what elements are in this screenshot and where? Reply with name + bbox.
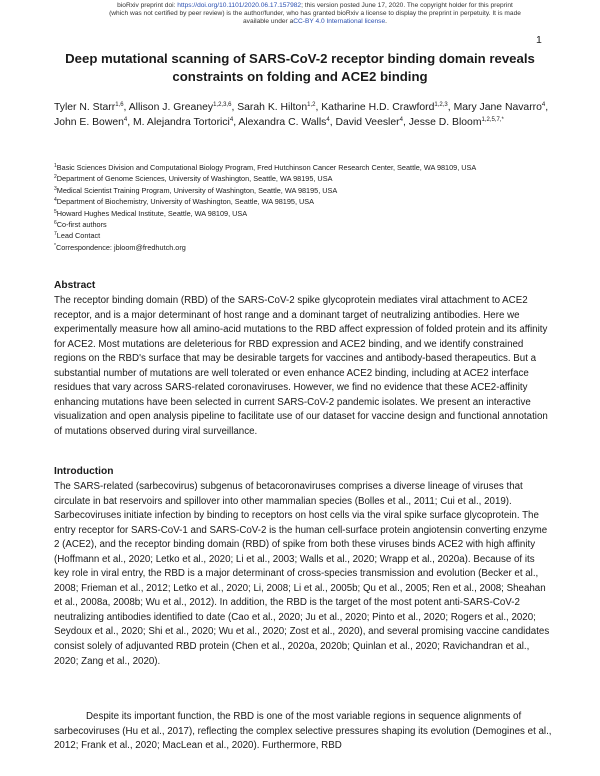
affiliation-list [54, 162, 554, 253]
paper-title: Deep mutational scanning of SARS-CoV-2 receptor binding domain reveals constraints on folding and ACE2 binding [65, 51, 535, 84]
affiliation-marker: 5 [54, 208, 57, 215]
author-affiliation-marker: 1,2,3,6 [213, 102, 232, 108]
affiliation-item [54, 173, 554, 184]
introduction-heading: Introduction [54, 466, 114, 477]
author-name: Jesse D. Bloom [408, 117, 482, 128]
doi-link[interactable]: https://doi.org/10.1101/2020.06.17.157982 [177, 2, 302, 9]
author [237, 102, 315, 113]
affiliation-text: Howard Hughes Medical Institute, Seattle, WA 98109, USA [56, 208, 248, 218]
affiliation-item [54, 219, 554, 230]
author [409, 117, 504, 128]
author-name: John E. Bowen [54, 117, 124, 128]
introduction-paragraph-1: The SARS-related (sarbecovirus) subgenus of betacoronaviruses comprises a diverse lineage of viruses that circulate in bat reservoirs and spillover into other mammalian species (Bolles et al., 2011; Cui et al., 2019). Sarbecoviruses initiate infection by binding to receptors on host cells via the viral spike surface glycoprotein. The entry receptor for SARS-CoV-1 and SARS-CoV-2 is the human cell-surface protein angiotensin converting enzyme 2 (ACE2), and the receptor binding domain (RBD) of spike from both these viruses binds ACE2 with high affinity (Hoffmann et al., 2020; Letko et al., 2020; Li et al., 2003; Walls et al., 2020; Wrapp et al., 2020a). Because of its key role in viral entry, the RBD is a major determinant of cross-species transmission and evolution (Becker et al., 2008; Frieman et al., 2012; Letko et al., 2020; Li, 2008; Li et al., 2005b; Qu et al., 2005; Ren et al., 2008; Sheahan et al., 2008a, 2008b; Wu et al., 2012). In addition, the RBD is the target of the most potent anti-SARS-CoV-2 neutralizing antibodies identified to date (Cao et al., 2020; Ju et al., 2020; Pinto et al., 2020; Rogers et al., 2020; Seydoux et al., 2020; Shi et al., 2020; Wu et al., 2020; Zost et al., 2020), and several promising vaccine candidates consist solely of adjuvanted RBD protein (Chen et al., 2020a, 2020b; Quinlan et al., 2020; Ravichandran et al., 2020; Zang et al., 2020). [54, 481, 550, 667]
affiliation-item [54, 196, 554, 207]
author [336, 117, 403, 128]
author-affiliation-marker: 4 [399, 117, 403, 123]
affiliation-item [54, 230, 554, 241]
affiliation-text: Department of Genome Sciences, University of Washington, Seattle, WA 98195, USA [56, 174, 333, 184]
affiliation-text: Basic Sciences Division and Computational Biology Program, Fred Hutchinson Cancer Research Center, Seattle, WA 98109, USA [56, 163, 477, 172]
affiliation-text: Co-first authors [56, 220, 107, 230]
affiliation-marker: 1 [54, 163, 57, 169]
preprint-banner [100, 2, 530, 27]
abstract-body: The receptor binding domain (RBD) of the SARS-CoV-2 spike glycoprotein mediates viral attachment to ACE2 receptor, and is a major determinant of host range and a dominant target of neutralizing antibodies. Here we experimentally measure how all amino-acid mutations to the RBD affect expression of folded protein and its affinity for ACE2. Most mutations are deleterious for RBD expression and ACE2 binding, and we identify constrained regions on the RBD's surface that may be desirable targets for vaccines and antibody-based therapeutics. But a substantial number of mutations are well tolerated or even enhance ACE2 binding, including at ACE2 interface residues that vary across SARS-related coronaviruses. However, we find no evidence that these ACE2-affinity enhancing mutations have been selected in current SARS-CoV-2 pandemic isolates. We present an interactive visualization and open analysis pipeline to facilitate use of our dataset for vaccine design and functional annotation of mutations observed during viral surveillance. [54, 295, 548, 437]
author-name: Tyler N. Starr [54, 102, 116, 113]
author-name: Mary Jane Navarro [453, 102, 542, 113]
affiliation-marker: * [54, 242, 56, 249]
author-list: Tyler N. Starr$^{1,6}$, Allison J. Greaney$^{1,2,3,6}$, Sarah K. Hilton$^{1,2}$, Katharine H.D. Crawford$^{1,2,3}$, Mary Jane Navarro$^4$, John E. Bowen$^4$, M. Alejandra Tortorici$^4$, Alexandra C. Walls$^4$, David Veesler$^4$, Jesse D. Bloom$^{1,2,5,7,*}$ [54, 102, 549, 128]
author-name: David Veesler [335, 117, 400, 128]
author-name: Sarah K. Hilton [237, 102, 308, 113]
author [133, 117, 233, 128]
author [321, 102, 448, 113]
author [54, 117, 127, 128]
author-affiliation-marker: 4 [541, 102, 546, 108]
author [238, 117, 329, 128]
affiliation-marker: 4 [54, 197, 57, 204]
author-affiliation-marker: 1,6 [115, 102, 124, 108]
page-number: 1 [536, 34, 542, 46]
banner-line-3: available under aCC-BY 4.0 International license. [243, 18, 387, 26]
affiliation-text: Correspondence: jbloom@fredhutch.org [55, 242, 186, 252]
affiliation-text: Lead Contact [56, 231, 101, 241]
author-name: Allison J. Greaney [128, 102, 214, 113]
banner-line-2: (which was not certified by peer review) is the author/funder, who has granted bioRxiv a license to display the preprint in perpetuity. It is made [109, 10, 521, 18]
author [454, 102, 546, 113]
author-affiliation-marker: 4 [123, 117, 128, 123]
affiliation-marker: 3 [54, 185, 57, 192]
author-affiliation-marker: 4 [229, 117, 234, 123]
affiliation-item [54, 242, 554, 253]
affiliation-marker: 6 [54, 220, 57, 227]
affiliation-marker: 7 [54, 231, 57, 238]
abstract-heading: Abstract [54, 280, 96, 291]
author [129, 102, 232, 113]
author-affiliation-marker: 4 [326, 117, 330, 123]
introduction-paragraph-2: Despite its important function, the RBD is one of the most variable regions in sequence alignments of sarbecoviruses (Hu et al., 2017), reflecting the complex selective pressures shaping its evolution (Demogines et al., 2012; Frank et al., 2020; MacLean et al., 2020). Furthermore, RBD [54, 711, 552, 752]
license-link[interactable]: CC-BY 4.0 International license [293, 18, 386, 26]
affiliation-text: Department of Biochemistry, University of Washington, Seattle, WA 98195, USA [56, 197, 315, 207]
author-name: M. Alejandra Tortorici [133, 117, 230, 128]
affiliation-marker: 2 [54, 174, 57, 181]
author-name: Katharine H.D. Crawford [321, 102, 435, 113]
author [54, 102, 124, 113]
author-name: Alexandra C. Walls [238, 117, 327, 128]
author-affiliation-marker: 1,2,5,7,* [481, 117, 504, 123]
affiliation-item [54, 208, 554, 219]
banner-line-1: bioRxiv preprint doi: https://doi.org/10.1101/2020.06.17.157982; this version posted June 17, 2020. The copyright holder for this preprint [117, 2, 513, 9]
affiliation-text: Medical Scientist Training Program, University of Washington, Seattle, WA 98195, USA [56, 185, 338, 195]
author-affiliation-marker: 1,2 [307, 102, 316, 108]
affiliation-item [54, 162, 554, 173]
affiliation-item [54, 185, 554, 196]
author-affiliation-marker: 1,2,3 [434, 102, 448, 108]
